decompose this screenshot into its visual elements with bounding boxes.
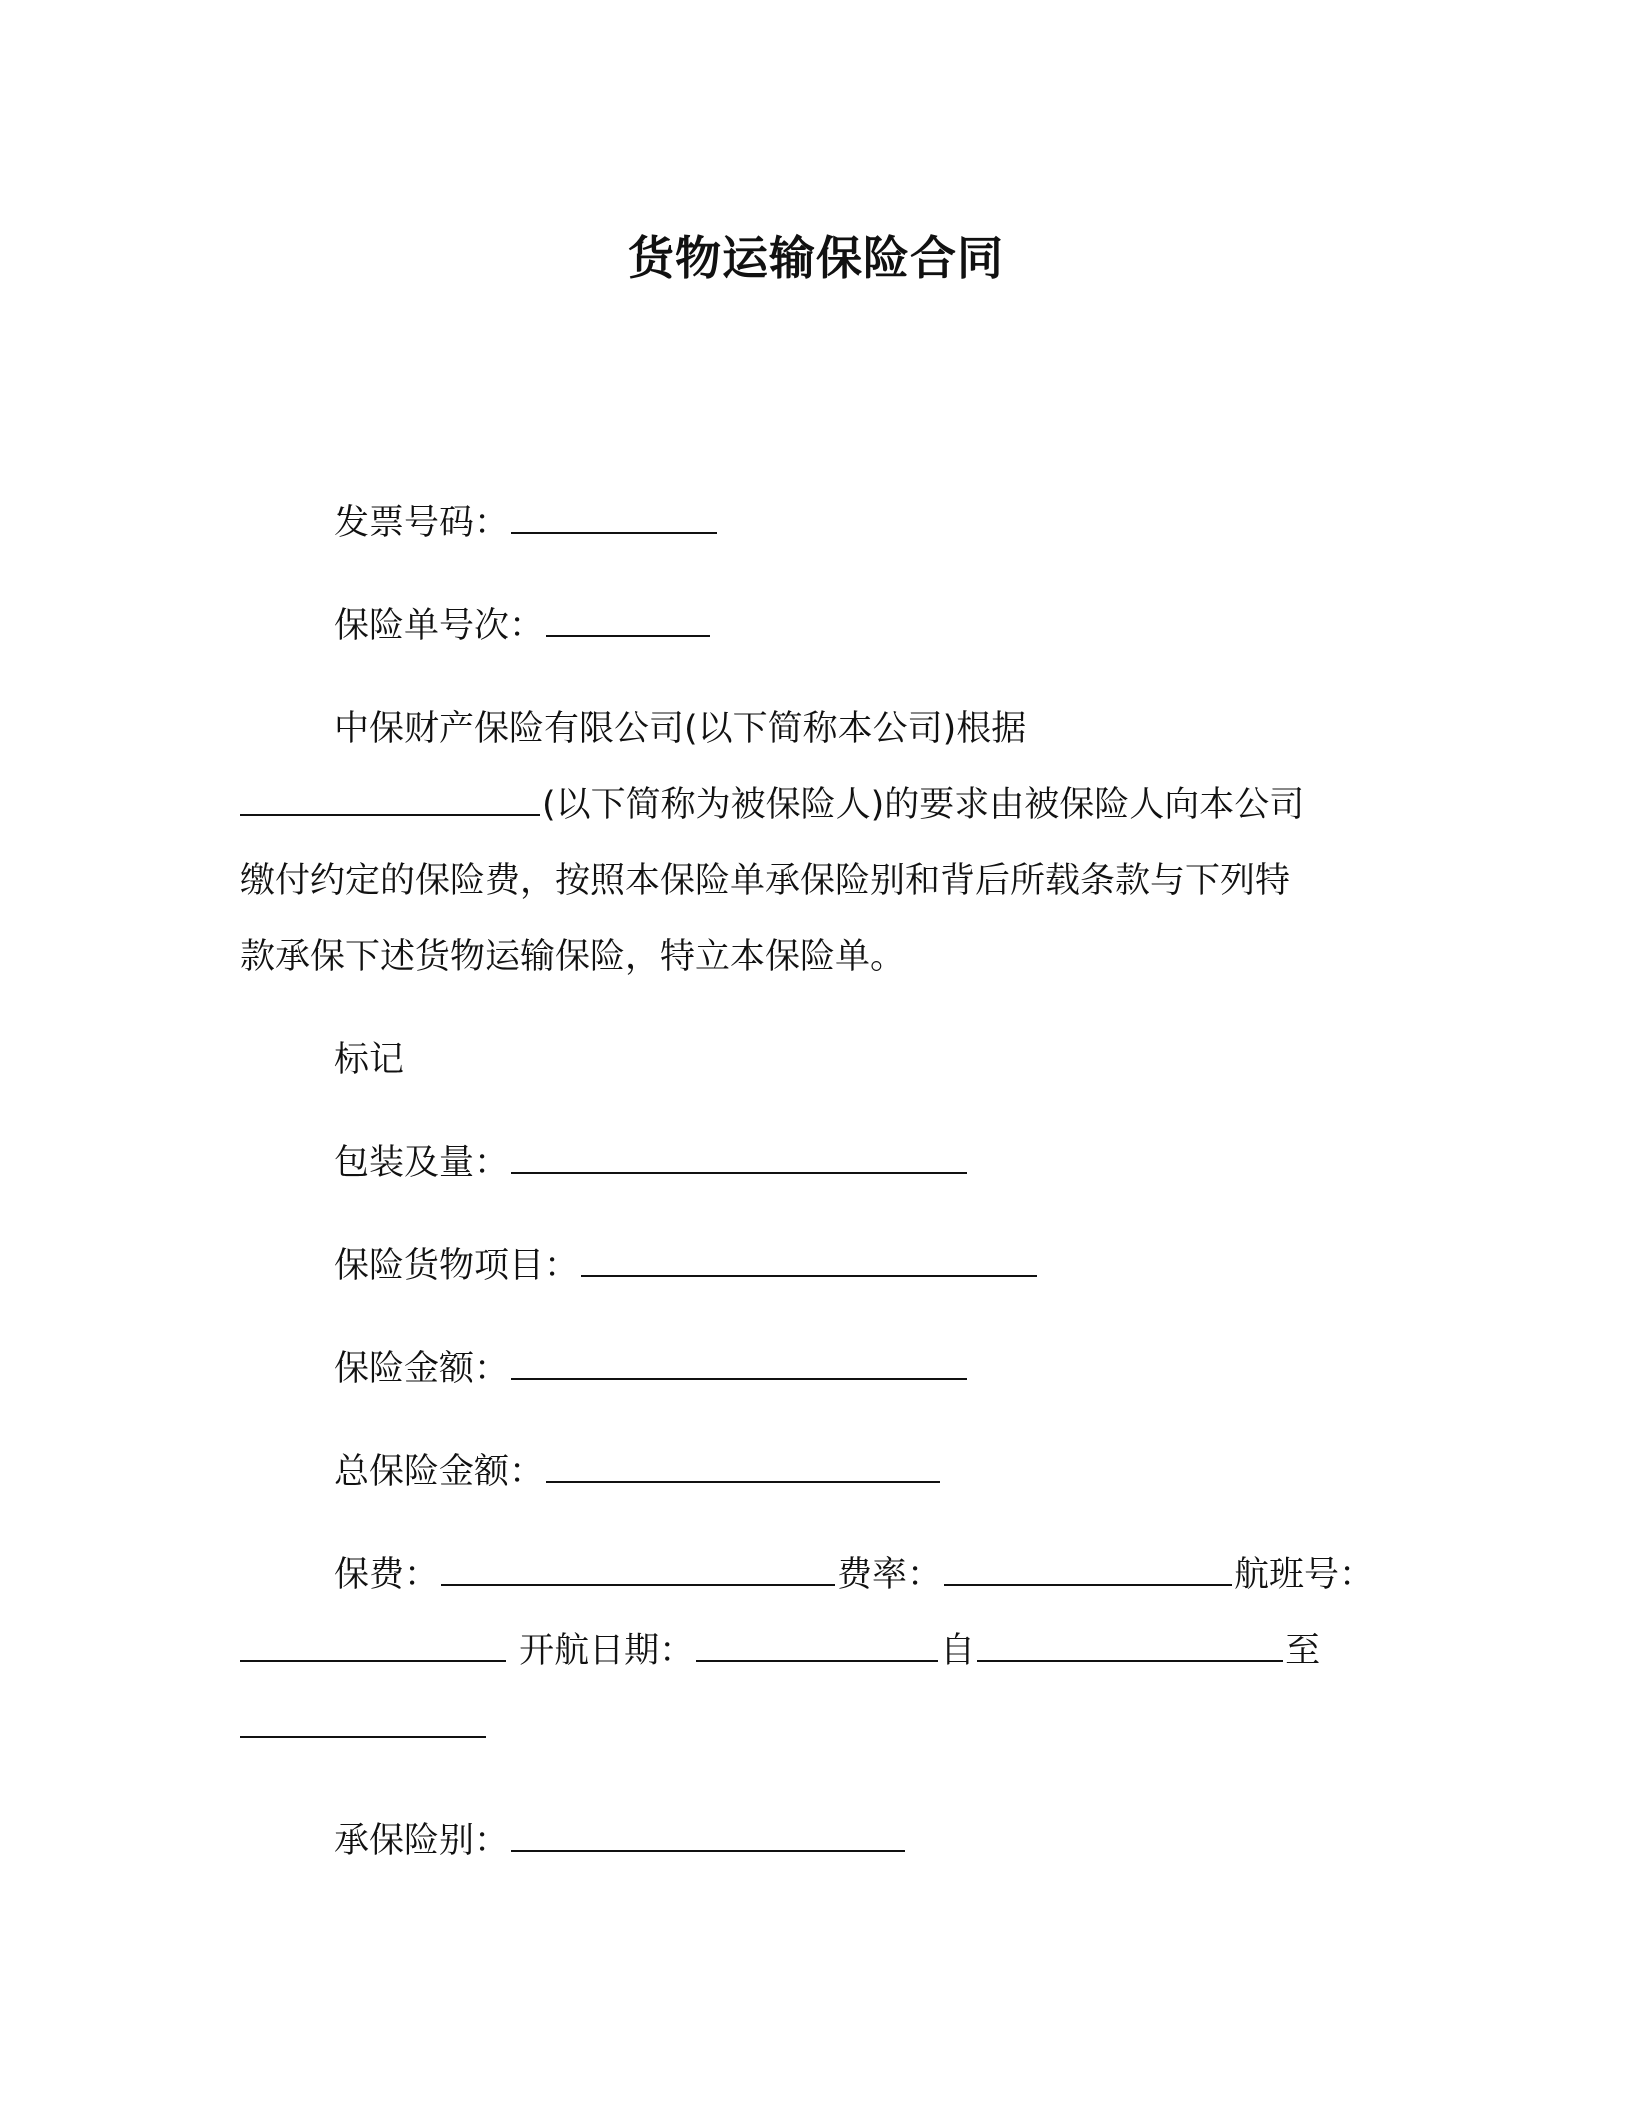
destination-row [240, 1704, 488, 1750]
from-blank[interactable] [977, 1630, 1283, 1662]
insured-party-blank[interactable] [240, 784, 540, 816]
to-blank[interactable] [240, 1706, 486, 1738]
to-label: 至 [1285, 1631, 1321, 1671]
from-label: 自 [940, 1631, 976, 1671]
insured-goods-label: 保险货物项目： [334, 1246, 580, 1286]
sailing-date-blank[interactable] [696, 1630, 938, 1662]
insured-amount-label: 保险金额： [334, 1349, 510, 1389]
packing-quantity-row [334, 1140, 969, 1186]
policy-number-blank[interactable] [546, 605, 710, 637]
total-insured-amount-label: 总保险金额： [334, 1452, 545, 1492]
premium-label: 保费： [334, 1555, 440, 1595]
document-title: 货物运输保险合同 [628, 231, 1004, 285]
packing-quantity-label: 包装及量： [334, 1143, 510, 1183]
insured-goods-blank[interactable] [581, 1245, 1037, 1277]
rate-blank[interactable] [944, 1554, 1232, 1586]
intro-line-3: 缴付约定的保险费，按照本保险单承保险别和背后所载条款与下列特 [240, 861, 1291, 901]
policy-number-label: 保险单号次： [334, 606, 545, 646]
premium-row [334, 1552, 1374, 1598]
invoice-number-label: 发票号码： [334, 503, 510, 543]
intro-line-2-text: (以下简称为被保险人)的要求由被保险人向本公司 [542, 785, 1305, 825]
invoice-number-row [334, 500, 719, 546]
flight-number-blank[interactable] [240, 1630, 506, 1662]
insured-goods-row [334, 1243, 1039, 1289]
intro-line-2 [240, 782, 1304, 828]
sailing-row [240, 1628, 1320, 1674]
policy-number-row [334, 603, 712, 649]
total-insured-amount-row [334, 1449, 942, 1495]
coverage-label: 承保险别： [334, 1821, 510, 1861]
insured-amount-row [334, 1346, 969, 1392]
premium-blank[interactable] [441, 1554, 835, 1586]
coverage-row [334, 1818, 907, 1864]
invoice-number-blank[interactable] [511, 502, 717, 534]
intro-line-4: 款承保下述货物运输保险，特立本保险单。 [240, 937, 906, 977]
coverage-blank[interactable] [511, 1820, 905, 1852]
flight-number-label: 航班号： [1234, 1555, 1375, 1595]
intro-line-1: 中保财产保险有限公司(以下简称本公司)根据 [334, 709, 1027, 749]
insured-amount-blank[interactable] [511, 1348, 967, 1380]
rate-label: 费率： [837, 1555, 943, 1595]
packing-quantity-blank[interactable] [511, 1142, 967, 1174]
sailing-date-label: 开航日期： [519, 1631, 695, 1671]
marks-label: 标记 [334, 1040, 405, 1080]
total-insured-amount-blank[interactable] [546, 1451, 940, 1483]
